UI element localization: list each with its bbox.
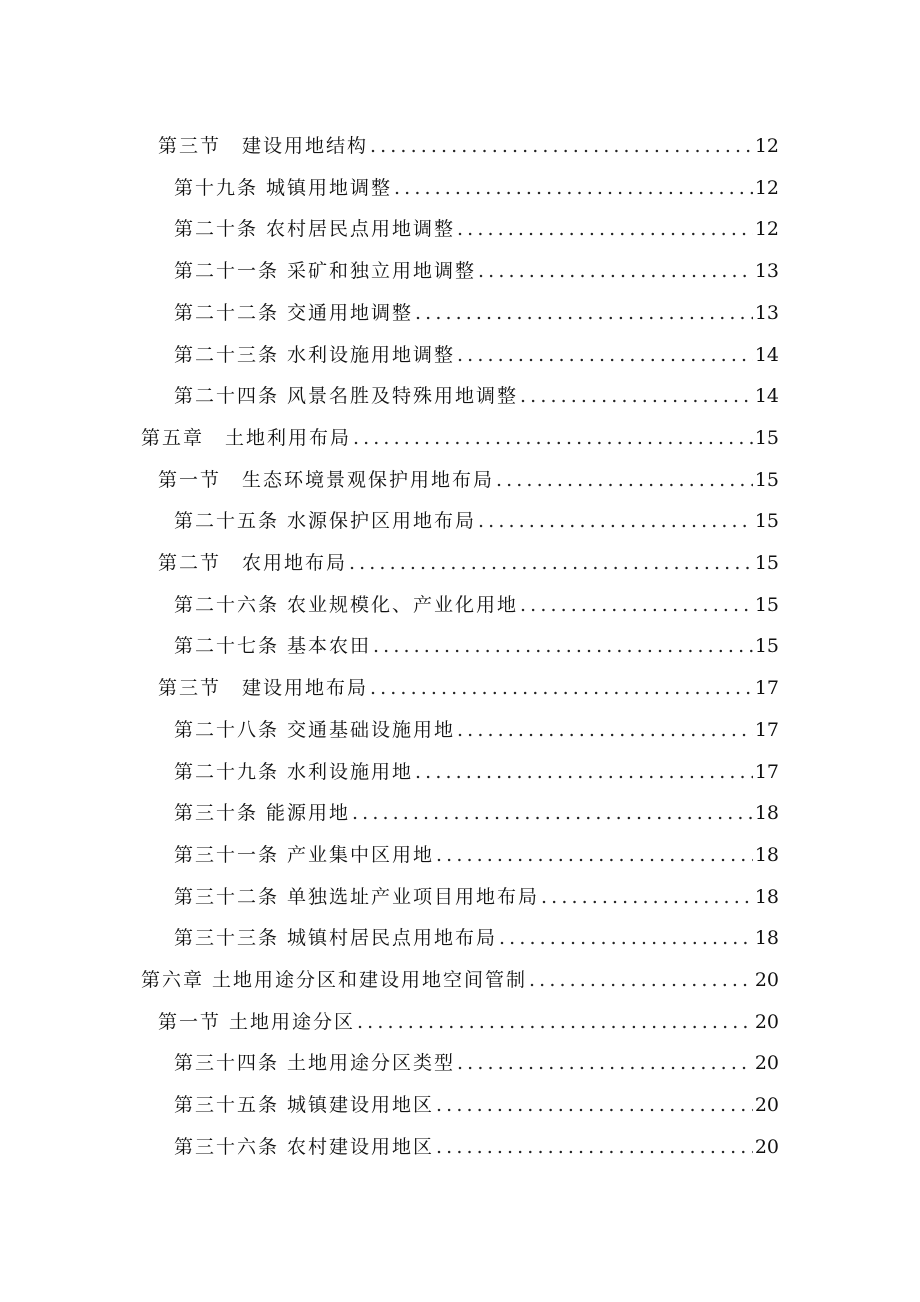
toc-entry-title: 第三节 建设用地结构 xyxy=(158,135,369,157)
toc-page-number: 20 xyxy=(754,1052,779,1075)
toc-entry-article[interactable] xyxy=(174,577,779,617)
toc-page-number: 18 xyxy=(754,802,779,825)
toc-entry-title: 第一节 土地用途分区 xyxy=(158,1010,356,1033)
toc-entry-article[interactable] xyxy=(174,327,779,367)
toc-dot-leader xyxy=(373,634,753,658)
toc-dot-leader xyxy=(436,843,753,867)
toc-dot-leader xyxy=(352,801,753,825)
toc-entry-title: 第二节 农用地布局 xyxy=(158,552,348,574)
toc-page-number: 20 xyxy=(754,1094,779,1117)
toc-page-number: 18 xyxy=(754,843,779,866)
toc-entry-title: 第三十条 能源用地 xyxy=(174,802,351,825)
toc-dot-leader xyxy=(499,926,753,950)
toc-dot-leader xyxy=(520,593,753,617)
toc-page-number: 13 xyxy=(754,260,779,283)
toc-entry-title: 第二十二条 交通用地调整 xyxy=(174,301,414,324)
toc-entry-title: 第三十六条 农村建设用地区 xyxy=(174,1135,435,1158)
toc-entry-title: 第一节 生态环境景观保护用地布局 xyxy=(158,468,495,491)
toc-entry-section[interactable] xyxy=(158,452,779,492)
toc-entry-title: 第二十六条 农业规模化、产业化用地 xyxy=(174,593,519,616)
toc-entry-title: 第三十五条 城镇建设用地区 xyxy=(174,1094,435,1117)
toc-entry-article[interactable] xyxy=(174,1077,779,1117)
toc-page-number: 13 xyxy=(754,301,779,324)
toc-page-number: 15 xyxy=(754,426,779,449)
toc-entry-article[interactable] xyxy=(174,869,779,909)
toc-entry-section[interactable] xyxy=(158,660,779,700)
toc-page-number: 17 xyxy=(754,760,779,783)
toc-entry-article[interactable] xyxy=(174,785,779,825)
toc-page-number: 17 xyxy=(754,677,779,700)
toc-dot-leader xyxy=(353,426,753,450)
toc-entry-title: 第二十八条 交通基础设施用地 xyxy=(174,718,456,741)
toc-page-number: 12 xyxy=(754,176,779,199)
toc-entry-title: 第六章 土地用途分区和建设用地空间管制 xyxy=(141,969,528,991)
toc-page-number: 12 xyxy=(754,135,779,157)
toc-entry-title: 第十九条 城镇用地调整 xyxy=(174,176,393,199)
toc-page-number: 14 xyxy=(754,343,779,366)
toc-page-number: 20 xyxy=(754,1010,779,1033)
toc-dot-leader xyxy=(357,1010,753,1034)
toc-dot-leader xyxy=(415,760,753,784)
toc-page-number: 20 xyxy=(754,969,779,991)
toc-page-number: 20 xyxy=(754,1135,779,1158)
toc-dot-leader xyxy=(496,468,753,492)
toc-dot-leader xyxy=(478,259,753,283)
toc-page-number: 17 xyxy=(754,718,779,741)
toc-entry-section[interactable] xyxy=(158,994,779,1034)
toc-entry-section[interactable] xyxy=(158,535,779,575)
toc-page-number: 18 xyxy=(754,885,779,908)
toc-dot-leader xyxy=(457,718,753,742)
toc-page-number: 12 xyxy=(754,218,779,241)
toc-entry-title: 第五章 土地利用布局 xyxy=(141,426,352,449)
toc-page-number: 15 xyxy=(754,552,779,574)
toc-dot-leader xyxy=(529,968,753,992)
toc-entry-title: 第三十二条 单独选址产业项目用地布局 xyxy=(174,885,540,908)
toc-entry-chapter[interactable] xyxy=(141,952,779,992)
toc-dot-leader xyxy=(457,217,753,241)
toc-entry-title: 第二十条 农村居民点用地调整 xyxy=(174,218,456,241)
toc-page-number: 15 xyxy=(754,635,779,658)
toc-entry-section[interactable] xyxy=(158,118,779,158)
toc-entry-article[interactable] xyxy=(174,160,779,200)
toc-entry-chapter[interactable] xyxy=(141,410,779,450)
toc-entry-title: 第三节 建设用地布局 xyxy=(158,677,369,700)
toc-entry-title: 第二十七条 基本农田 xyxy=(174,635,372,658)
toc-entry-article[interactable] xyxy=(174,368,779,408)
toc-entry-article[interactable] xyxy=(174,1119,779,1159)
toc-dot-leader xyxy=(541,885,753,909)
toc-entry-article[interactable] xyxy=(174,744,779,784)
toc-entry-article[interactable] xyxy=(174,910,779,950)
toc-dot-leader xyxy=(457,1051,753,1075)
toc-dot-leader xyxy=(457,343,753,367)
toc-page-number: 18 xyxy=(754,927,779,950)
toc-entry-article[interactable] xyxy=(174,243,779,283)
toc-entry-title: 第二十九条 水利设施用地 xyxy=(174,760,414,783)
toc-entry-title: 第三十三条 城镇村居民点用地布局 xyxy=(174,927,498,950)
toc-dot-leader xyxy=(415,301,753,325)
toc-page-number: 15 xyxy=(754,593,779,616)
toc-dot-leader xyxy=(394,176,753,200)
toc-dot-leader xyxy=(436,1093,753,1117)
toc-entry-article[interactable] xyxy=(174,618,779,658)
toc-entry-article[interactable] xyxy=(174,285,779,325)
toc-dot-leader xyxy=(370,676,753,700)
toc-entry-article[interactable] xyxy=(174,827,779,867)
toc-entry-article[interactable] xyxy=(174,702,779,742)
toc-entry-title: 第三十一条 产业集中区用地 xyxy=(174,843,435,866)
toc-dot-leader xyxy=(436,1135,753,1159)
toc-dot-leader xyxy=(478,509,753,533)
toc-page-number: 14 xyxy=(754,385,779,408)
toc-dot-leader xyxy=(520,384,753,408)
toc-entry-article[interactable] xyxy=(174,1035,779,1075)
toc-entry-article[interactable] xyxy=(174,201,779,241)
toc-entry-title: 第三十四条 土地用途分区类型 xyxy=(174,1052,456,1075)
toc-entry-title: 第二十四条 风景名胜及特殊用地调整 xyxy=(174,385,519,408)
toc-entry-title: 第二十五条 水源保护区用地布局 xyxy=(174,510,477,533)
toc-page-number: 15 xyxy=(754,468,779,491)
toc-dot-leader xyxy=(349,551,753,575)
toc-dot-leader xyxy=(370,134,753,158)
toc-entry-title: 第二十三条 水利设施用地调整 xyxy=(174,343,456,366)
toc-page-number: 15 xyxy=(754,510,779,533)
toc-entry-title: 第二十一条 采矿和独立用地调整 xyxy=(174,260,477,283)
toc-entry-article[interactable] xyxy=(174,493,779,533)
